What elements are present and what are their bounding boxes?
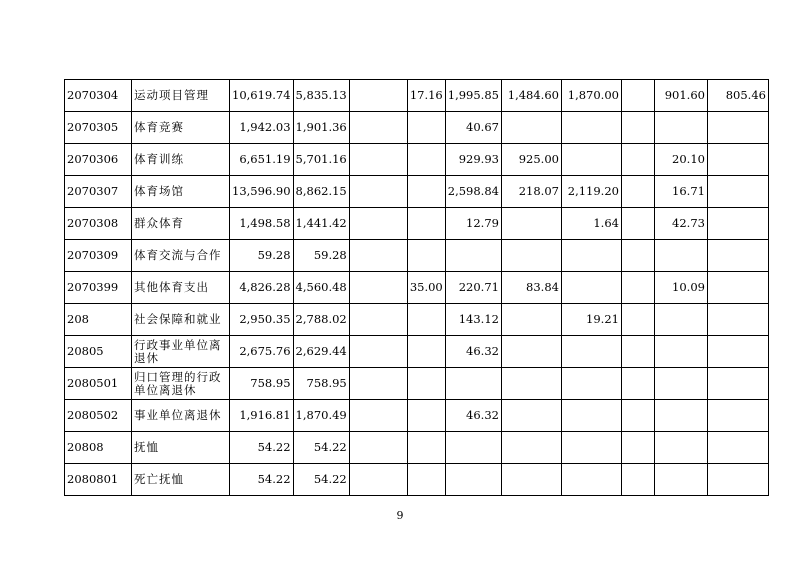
row-code-cell: 2070304	[65, 80, 132, 112]
amount-cell-c2: 1,441.42	[293, 208, 349, 240]
table-row	[65, 240, 769, 272]
amount-cell-c7	[561, 400, 621, 432]
amount-cell-c6	[501, 208, 561, 240]
amount-cell-c9	[654, 432, 707, 464]
row-name-cell: 群众体育	[132, 208, 230, 240]
amount-cell-c6	[501, 368, 561, 400]
amount-cell-c10	[707, 272, 768, 304]
amount-cell-c5	[445, 240, 501, 272]
amount-cell-c7	[561, 240, 621, 272]
amount-cell-c4	[407, 176, 445, 208]
amount-cell-c4	[407, 464, 445, 496]
amount-cell-c6	[501, 400, 561, 432]
amount-cell-c4	[407, 336, 445, 368]
amount-cell-c4	[407, 112, 445, 144]
amount-cell-c2: 59.28	[293, 240, 349, 272]
amount-cell-c9: 20.10	[654, 144, 707, 176]
amount-cell-c10	[707, 304, 768, 336]
amount-cell-c6: 218.07	[501, 176, 561, 208]
table-row	[65, 400, 769, 432]
amount-cell-c6	[501, 304, 561, 336]
amount-cell-c7	[561, 368, 621, 400]
amount-cell-c2: 4,560.48	[293, 272, 349, 304]
amount-cell-c9	[654, 464, 707, 496]
amount-cell-c7	[561, 336, 621, 368]
row-name-cell: 其他体育支出	[132, 272, 230, 304]
budget-table	[64, 79, 769, 496]
amount-cell-c1: 6,651.19	[230, 144, 294, 176]
amount-cell-c4	[407, 400, 445, 432]
amount-cell-c8	[621, 208, 654, 240]
amount-cell-c8	[621, 176, 654, 208]
row-code-cell: 2070309	[65, 240, 132, 272]
amount-cell-c9	[654, 336, 707, 368]
amount-cell-c1: 1,498.58	[230, 208, 294, 240]
amount-cell-c6	[501, 432, 561, 464]
amount-cell-c7	[561, 432, 621, 464]
table-row	[65, 208, 769, 240]
amount-cell-c7: 1.64	[561, 208, 621, 240]
amount-cell-c1: 2,675.76	[230, 336, 294, 368]
amount-cell-c10	[707, 208, 768, 240]
amount-cell-c10	[707, 240, 768, 272]
amount-cell-c5: 929.93	[445, 144, 501, 176]
table-row	[65, 144, 769, 176]
row-name-cell: 抚恤	[132, 432, 230, 464]
amount-cell-c5: 143.12	[445, 304, 501, 336]
amount-cell-c4	[407, 432, 445, 464]
amount-cell-c5	[445, 432, 501, 464]
amount-cell-c7: 19.21	[561, 304, 621, 336]
amount-cell-c8	[621, 112, 654, 144]
amount-cell-c9: 42.73	[654, 208, 707, 240]
amount-cell-c6	[501, 240, 561, 272]
table-row	[65, 304, 769, 336]
amount-cell-c10: 805.46	[707, 80, 768, 112]
amount-cell-c8	[621, 144, 654, 176]
amount-cell-c4: 35.00	[407, 272, 445, 304]
amount-cell-c10	[707, 144, 768, 176]
row-name-cell: 事业单位离退休	[132, 400, 230, 432]
row-code-cell: 2080801	[65, 464, 132, 496]
row-name-cell: 行政事业单位离退休	[132, 336, 230, 368]
table-row	[65, 112, 769, 144]
row-code-cell: 2070307	[65, 176, 132, 208]
amount-cell-c1: 2,950.35	[230, 304, 294, 336]
row-name-cell: 归口管理的行政单位离退休	[132, 368, 230, 400]
amount-cell-c6: 83.84	[501, 272, 561, 304]
amount-cell-c1: 1,942.03	[230, 112, 294, 144]
amount-cell-c2: 758.95	[293, 368, 349, 400]
amount-cell-c1: 4,826.28	[230, 272, 294, 304]
amount-cell-c2: 1,870.49	[293, 400, 349, 432]
amount-cell-c3	[349, 112, 407, 144]
amount-cell-c4	[407, 368, 445, 400]
amount-cell-c1: 59.28	[230, 240, 294, 272]
row-name-cell: 体育训练	[132, 144, 230, 176]
amount-cell-c10	[707, 368, 768, 400]
amount-cell-c3	[349, 400, 407, 432]
amount-cell-c8	[621, 80, 654, 112]
row-name-cell: 社会保障和就业	[132, 304, 230, 336]
amount-cell-c7	[561, 464, 621, 496]
amount-cell-c5	[445, 368, 501, 400]
row-code-cell: 2070306	[65, 144, 132, 176]
amount-cell-c7: 2,119.20	[561, 176, 621, 208]
amount-cell-c1: 54.22	[230, 464, 294, 496]
amount-cell-c5: 1,995.85	[445, 80, 501, 112]
amount-cell-c2: 2,788.02	[293, 304, 349, 336]
amount-cell-c2: 5,835.13	[293, 80, 349, 112]
amount-cell-c3	[349, 464, 407, 496]
row-code-cell: 2070399	[65, 272, 132, 304]
amount-cell-c2: 8,862.15	[293, 176, 349, 208]
amount-cell-c5: 46.32	[445, 400, 501, 432]
amount-cell-c5	[445, 464, 501, 496]
table-row	[65, 336, 769, 368]
amount-cell-c6: 1,484.60	[501, 80, 561, 112]
amount-cell-c3	[349, 144, 407, 176]
row-name-cell: 体育交流与合作	[132, 240, 230, 272]
amount-cell-c4	[407, 208, 445, 240]
amount-cell-c8	[621, 304, 654, 336]
amount-cell-c8	[621, 400, 654, 432]
amount-cell-c3	[349, 336, 407, 368]
amount-cell-c9: 16.71	[654, 176, 707, 208]
amount-cell-c5: 220.71	[445, 272, 501, 304]
amount-cell-c9	[654, 368, 707, 400]
row-name-cell: 体育竞赛	[132, 112, 230, 144]
amount-cell-c1: 10,619.74	[230, 80, 294, 112]
amount-cell-c10	[707, 400, 768, 432]
row-code-cell: 2080502	[65, 400, 132, 432]
row-code-cell: 2070308	[65, 208, 132, 240]
amount-cell-c7	[561, 112, 621, 144]
amount-cell-c3	[349, 208, 407, 240]
table-row	[65, 272, 769, 304]
amount-cell-c2: 5,701.16	[293, 144, 349, 176]
amount-cell-c8	[621, 336, 654, 368]
amount-cell-c2: 2,629.44	[293, 336, 349, 368]
amount-cell-c9	[654, 240, 707, 272]
amount-cell-c6: 925.00	[501, 144, 561, 176]
amount-cell-c1: 54.22	[230, 432, 294, 464]
amount-cell-c4: 17.16	[407, 80, 445, 112]
row-code-cell: 2070305	[65, 112, 132, 144]
row-name-cell: 死亡抚恤	[132, 464, 230, 496]
table-row	[65, 80, 769, 112]
amount-cell-c2: 54.22	[293, 464, 349, 496]
row-code-cell: 20805	[65, 336, 132, 368]
amount-cell-c10	[707, 336, 768, 368]
amount-cell-c5: 46.32	[445, 336, 501, 368]
table-row	[65, 176, 769, 208]
amount-cell-c5: 40.67	[445, 112, 501, 144]
amount-cell-c8	[621, 368, 654, 400]
row-code-cell: 208	[65, 304, 132, 336]
amount-cell-c3	[349, 368, 407, 400]
amount-cell-c10	[707, 176, 768, 208]
amount-cell-c2: 54.22	[293, 432, 349, 464]
amount-cell-c6	[501, 112, 561, 144]
table-body	[65, 80, 769, 496]
amount-cell-c9: 901.60	[654, 80, 707, 112]
table-row	[65, 464, 769, 496]
amount-cell-c8	[621, 464, 654, 496]
amount-cell-c4	[407, 304, 445, 336]
amount-cell-c1: 758.95	[230, 368, 294, 400]
amount-cell-c6	[501, 464, 561, 496]
table-row	[65, 368, 769, 400]
amount-cell-c9	[654, 112, 707, 144]
row-name-cell: 运动项目管理	[132, 80, 230, 112]
row-code-cell: 20808	[65, 432, 132, 464]
amount-cell-c8	[621, 240, 654, 272]
amount-cell-c9	[654, 400, 707, 432]
amount-cell-c5: 12.79	[445, 208, 501, 240]
amount-cell-c3	[349, 272, 407, 304]
amount-cell-c2: 1,901.36	[293, 112, 349, 144]
amount-cell-c7	[561, 144, 621, 176]
page-number: 9	[396, 509, 404, 522]
amount-cell-c4	[407, 144, 445, 176]
amount-cell-c1: 13,596.90	[230, 176, 294, 208]
amount-cell-c7: 1,870.00	[561, 80, 621, 112]
amount-cell-c8	[621, 272, 654, 304]
row-name-cell: 体育场馆	[132, 176, 230, 208]
amount-cell-c3	[349, 176, 407, 208]
amount-cell-c8	[621, 432, 654, 464]
amount-cell-c9: 10.09	[654, 272, 707, 304]
row-code-cell: 2080501	[65, 368, 132, 400]
amount-cell-c10	[707, 112, 768, 144]
amount-cell-c3	[349, 304, 407, 336]
amount-cell-c10	[707, 464, 768, 496]
amount-cell-c7	[561, 272, 621, 304]
amount-cell-c9	[654, 304, 707, 336]
amount-cell-c6	[501, 336, 561, 368]
amount-cell-c4	[407, 240, 445, 272]
amount-cell-c5: 2,598.84	[445, 176, 501, 208]
amount-cell-c10	[707, 432, 768, 464]
table-row	[65, 432, 769, 464]
amount-cell-c3	[349, 80, 407, 112]
amount-cell-c1: 1,916.81	[230, 400, 294, 432]
amount-cell-c3	[349, 432, 407, 464]
amount-cell-c3	[349, 240, 407, 272]
